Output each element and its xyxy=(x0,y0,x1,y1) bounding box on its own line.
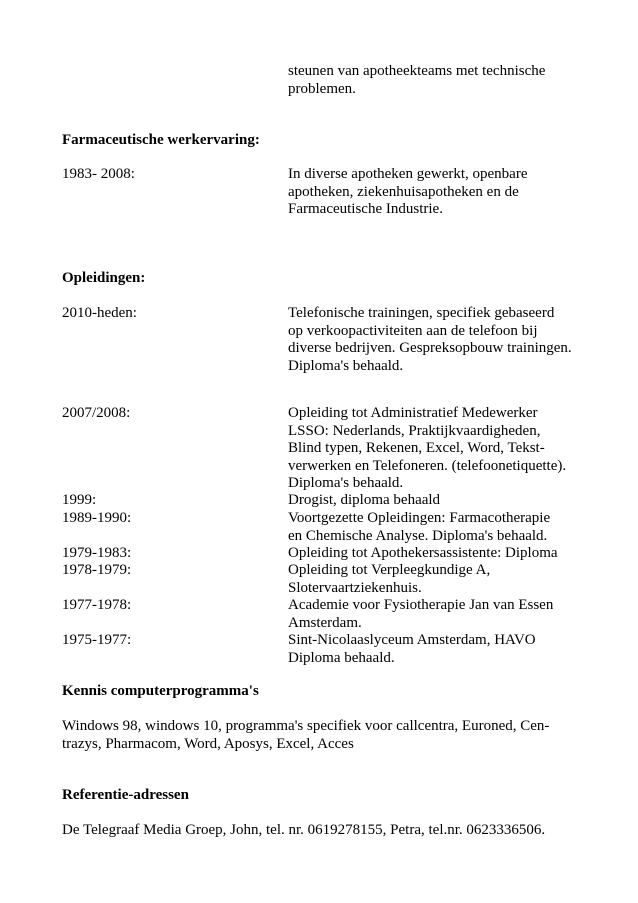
education-description xyxy=(288,510,588,545)
education-description xyxy=(288,562,588,597)
education-line: Sint-Nicolaaslyceum Amsterdam, HAVO xyxy=(288,632,536,648)
education-line: diverse bedrijven. Gespreksopbouw trainingen. xyxy=(288,340,572,356)
education-line: Blind typen, Rekenen, Excel, Word, Tekst- xyxy=(288,440,545,456)
work-line: apotheken, ziekenhuisapotheken en de xyxy=(288,183,519,200)
computer-line: Windows 98, windows 10, programma's specifiek voor callcentra, Euroned, Cen- xyxy=(62,718,550,734)
education-line: Drogist, diploma behaald xyxy=(288,492,441,508)
intro-text xyxy=(288,63,588,98)
education-description xyxy=(288,545,588,563)
education-date: 1989-1990: xyxy=(62,510,132,526)
education-line: Amsterdam. xyxy=(288,614,362,631)
education-description xyxy=(288,492,588,510)
education-line: Opleiding tot Administratief Medewerker xyxy=(288,405,538,421)
education-date: 1979-1983: xyxy=(62,545,132,561)
work-line: In diverse apotheken gewerkt, openbare xyxy=(288,166,528,182)
education-date: 2010-heden: xyxy=(62,305,137,321)
intro-line: problemen. xyxy=(288,80,356,97)
education-line: Diploma's behaald. xyxy=(288,357,404,374)
education-date: 1978-1979: xyxy=(62,562,132,578)
work-date: 1983- 2008: xyxy=(62,166,135,182)
work-line: Farmaceutische Industrie. xyxy=(288,201,443,217)
intro-line: steunen van apotheekteams met technische xyxy=(288,63,546,79)
education-line: Voortgezette Opleidingen: Farmacotherapie xyxy=(288,510,551,526)
work-heading: Farmaceutische werkervaring: xyxy=(62,132,260,148)
education-description xyxy=(288,305,588,375)
education-date: 1999: xyxy=(62,492,97,508)
computer-line: trazys, Pharmacom, Word, Aposys, Excel, Acces xyxy=(62,735,354,752)
education-date: 2007/2008: xyxy=(62,405,131,421)
education-line: Academie voor Fysiotherapie Jan van Essen xyxy=(288,597,554,613)
education-line: Slotervaartziekenhuis. xyxy=(288,579,422,596)
work-description xyxy=(288,166,588,219)
education-line: Diploma behaald. xyxy=(288,649,395,666)
education-line: LSSO: Nederlands, Praktijkvaardigheden, xyxy=(288,422,541,439)
education-date: 1975-1977: xyxy=(62,632,132,648)
education-line: Opleiding tot Apothekersassistente: Diploma xyxy=(288,545,558,561)
education-line: op verkoopactiviteiten aan de telefoon bij xyxy=(288,322,538,339)
education-heading: Opleidingen: xyxy=(62,270,146,286)
education-description xyxy=(288,632,588,667)
education-line: Telefonische trainingen, specifiek gebaseerd xyxy=(288,305,555,321)
education-description xyxy=(288,405,588,493)
education-line: verwerken en Telefoneren. (telefoonetiquette). xyxy=(288,457,567,474)
education-description xyxy=(288,597,588,632)
computer-heading: Kennis computerprogramma's xyxy=(62,683,259,699)
computer-description xyxy=(62,718,582,753)
education-line: Diploma's behaald. xyxy=(288,475,404,491)
education-line: Opleiding tot Verpleegkundige A, xyxy=(288,562,491,578)
references-heading: Referentie-adressen xyxy=(62,787,189,803)
references-text: De Telegraaf Media Groep, John, tel. nr. 0619278155, Petra, tel.nr. 0623336506. xyxy=(62,822,546,838)
education-line: en Chemische Analyse. Diploma's behaald. xyxy=(288,527,548,544)
education-date: 1977-1978: xyxy=(62,597,132,613)
